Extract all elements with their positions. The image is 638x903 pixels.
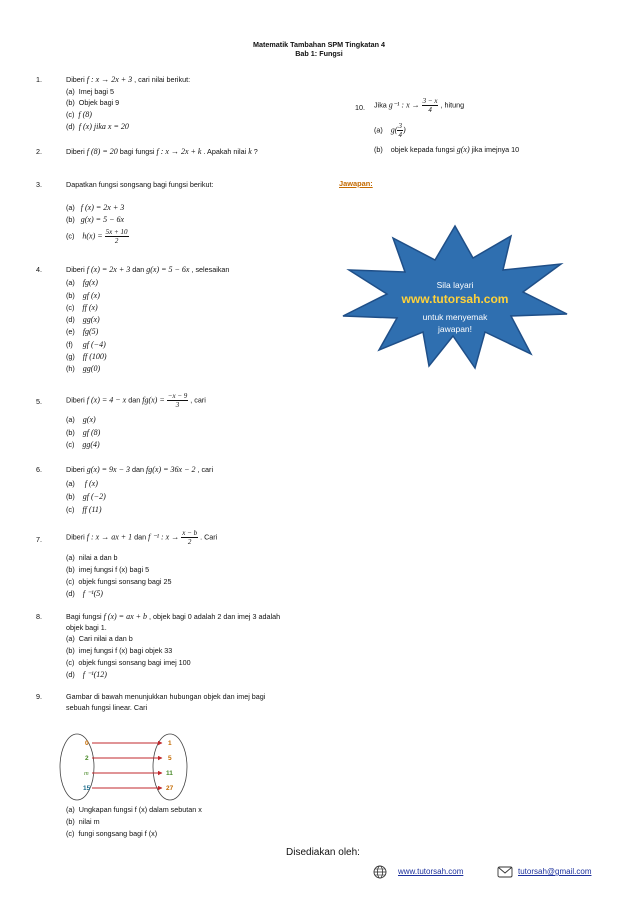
footer-prepared-by: Disediakan oleh: bbox=[286, 847, 360, 858]
q1-stem bbox=[66, 75, 190, 84]
q7-item-c: (c) objek fungsi sonsang bagi 25 bbox=[66, 577, 172, 586]
q10-item-a: (a) g( $\frac{3}{4}$ ) bbox=[374, 122, 406, 139]
q4-item-c: (c) ff (x) bbox=[66, 303, 98, 312]
q5-number: 5. bbox=[36, 397, 42, 406]
codomain-value-3: 27 bbox=[166, 785, 174, 792]
q8-item-b: (b) imej fungsi f (x) bagi objek 33 bbox=[66, 646, 173, 655]
codomain-value-2: 11 bbox=[166, 770, 173, 777]
q3-number: 3. bbox=[36, 180, 42, 189]
domain-value-1: 2 bbox=[85, 755, 89, 762]
q6-stem: Diberi g(x) = 9x − 3 dan fg(x) = 36x − 2 , cari bbox=[66, 465, 214, 474]
q4-item-e: (e) fg(5) bbox=[66, 327, 99, 336]
q5-item-b: (b) gf (8) bbox=[66, 428, 101, 437]
domain-value-0: 0 bbox=[85, 740, 89, 747]
q1-item-c: (c) f (8) bbox=[66, 110, 92, 119]
q4-item-a: (a) fg(x) bbox=[66, 278, 98, 287]
codomain-value-1: 5 bbox=[168, 755, 172, 762]
q6-item-c: (c) ff (11) bbox=[66, 505, 102, 514]
domain-value-3: 15 bbox=[83, 785, 91, 792]
q4-item-d: (d) gg(x) bbox=[66, 315, 100, 324]
q3-stem: Dapatkan fungsi songsang bagi fungsi berikut: bbox=[66, 180, 214, 189]
codomain-value-0: 1 bbox=[168, 740, 172, 747]
q10-stem: Jika g⁻¹ : x → $\frac{3 - x}{4}$ , hitung bbox=[374, 97, 465, 114]
domain-value-2: m bbox=[84, 770, 89, 777]
q9-mapping-diagram bbox=[52, 732, 202, 802]
q4-item-h: (h) gg(0) bbox=[66, 364, 101, 373]
q1-number: 1. bbox=[36, 75, 42, 84]
doc-subtitle: Bab 1: Fungsi bbox=[295, 49, 343, 58]
q1-expr: f : x → 2x + 3 bbox=[86, 75, 133, 84]
globe-icon bbox=[373, 865, 387, 879]
footer-website-link[interactable]: www.tutorsah.com bbox=[398, 867, 464, 876]
q5-item-c: (c) gg(4) bbox=[66, 440, 100, 449]
q8-stem-line2: objek bagi 1. bbox=[66, 623, 107, 632]
badge-line4: jawapan! bbox=[437, 324, 473, 334]
q3-item-b: (b) g(x) = 5 − 6x bbox=[66, 215, 125, 224]
q9-item-c: (c) fungi songsang bagi f (x) bbox=[66, 829, 158, 838]
q6-number: 6. bbox=[36, 465, 42, 474]
q1-item-d: (d) f (x) jika x = 20 bbox=[66, 122, 129, 131]
q1-lead: Diberi bbox=[66, 75, 85, 84]
q2-stem: Diberi f (8) = 20 bagi fungsi f : x → 2x + k . Apakah nilai k ? bbox=[66, 147, 258, 156]
q4-item-f: (f) gf (−4) bbox=[66, 340, 106, 349]
q10-number: 10. bbox=[355, 103, 365, 112]
q9-number: 9. bbox=[36, 692, 42, 701]
doc-title: Matematik Tambahan SPM Tingkatan 4 bbox=[253, 40, 385, 49]
q4-stem: Diberi f (x) = 2x + 3 dan g(x) = 5 − 6x , selesaikan bbox=[66, 265, 230, 274]
q1-item-a: (a) Imej bagi 5 bbox=[66, 87, 114, 96]
q1-item-b: (b) Objek bagi 9 bbox=[66, 98, 120, 107]
q8-item-c: (c) objek fungsi sonsang bagi imej 100 bbox=[66, 658, 191, 667]
q8-item-a: (a) Cari nilai a dan b bbox=[66, 634, 133, 643]
q8-item-d: (d) f ⁻¹(12) bbox=[66, 670, 107, 679]
q9-stem-line2: sebuah fungsi linear. Cari bbox=[66, 703, 148, 712]
q5-item-a: (a) g(x) bbox=[66, 415, 96, 424]
badge-website[interactable]: www.tutorsah.com bbox=[401, 292, 509, 306]
q7-item-a: (a) nilai a dan b bbox=[66, 553, 118, 562]
q4-item-b: (b) gf (x) bbox=[66, 291, 100, 300]
q2-number: 2. bbox=[36, 147, 42, 156]
email-icon bbox=[497, 866, 513, 878]
q4-item-g: (g) ff (100) bbox=[66, 352, 107, 361]
q8-stem: Bagi fungsi f (x) = ax + b , objek bagi 0 adalah 2 dan imej 3 adalah bbox=[66, 612, 281, 621]
q7-item-d: (d) f ⁻¹(5) bbox=[66, 589, 103, 598]
q4-number: 4. bbox=[36, 265, 42, 274]
q6-item-a: (a) f (x) bbox=[66, 479, 98, 488]
q9-item-b: (b) nilai m bbox=[66, 817, 100, 826]
q1-tail: , cari nilai berikut: bbox=[134, 75, 191, 84]
footer-email-link[interactable]: tutorsah@gmail.com bbox=[518, 867, 592, 876]
answer-label: Jawapan: bbox=[339, 179, 373, 188]
badge-line3: untuk menyemak bbox=[422, 312, 488, 322]
q7-stem: Diberi f : x → ax + 1 dan f ⁻¹ : x → $\frac{x - b}{2}$ . Cari bbox=[66, 529, 218, 546]
q9-item-a: (a) Ungkapan fungsi f (x) dalam sebutan x bbox=[66, 805, 202, 814]
q7-item-b: (b) imej fungsi f (x) bagi 5 bbox=[66, 565, 150, 574]
q9-stem-line1: Gambar di bawah menunjukkan hubungan objek dan imej bagi bbox=[66, 692, 266, 701]
q5-stem: Diberi f (x) = 4 − x dan fg(x) = $\frac{-x - 9}{3}$ , cari bbox=[66, 392, 206, 409]
q7-number: 7. bbox=[36, 535, 42, 544]
badge-line1: Sila layari bbox=[436, 280, 474, 290]
q8-number: 8. bbox=[36, 612, 42, 621]
q3-item-c: (c) h(x) = $\frac{5x + 10}{2}$ bbox=[66, 228, 128, 245]
q10-item-b: (b) objek kepada fungsi g(x) jika imejnya 10 bbox=[374, 145, 520, 154]
q6-item-b: (b) gf (−2) bbox=[66, 492, 106, 501]
q3-item-a: (a) f (x) = 2x + 3 bbox=[66, 203, 125, 212]
